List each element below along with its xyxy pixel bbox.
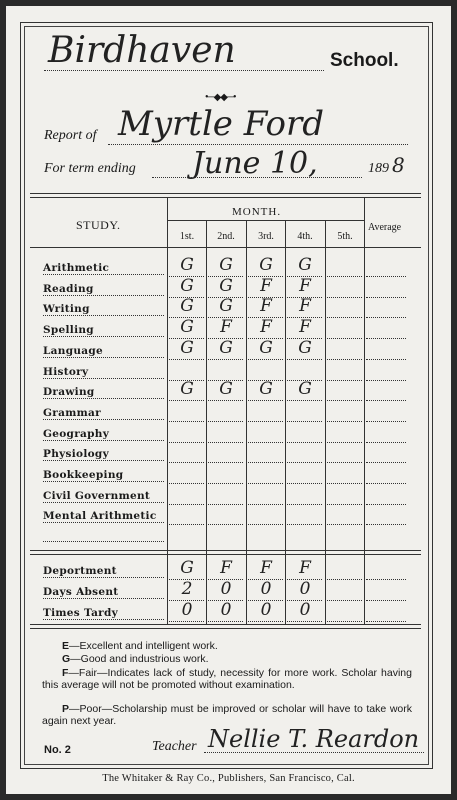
legend-g-letter: G xyxy=(62,653,71,665)
term-year-prefix: 189 xyxy=(368,161,389,176)
subject-grade-spelling-m2: F xyxy=(220,317,232,338)
conduct-grade-deportment-m3: F xyxy=(260,558,272,578)
legend-g xyxy=(42,653,412,665)
conduct-grade-deportment-m1: G xyxy=(180,558,194,578)
legend-g-text: —Good and industrious work. xyxy=(70,653,209,665)
legend-e-text: —Excellent and intelligent work. xyxy=(69,640,218,652)
school-label: School. xyxy=(330,50,399,71)
conduct-grade-times-tardy-m2: 0 xyxy=(220,600,232,620)
legend-p xyxy=(42,703,412,727)
conduct-label-times-tardy: Times Tardy xyxy=(43,607,119,619)
subject-grade-spelling-m1: G xyxy=(180,317,194,338)
report-label: Report of xyxy=(44,128,97,143)
legend-e xyxy=(42,640,412,652)
subject-grade-writing-m2: G xyxy=(219,296,233,317)
month-5-header: 5th. xyxy=(337,231,353,242)
subject-grade-reading-m4: F xyxy=(299,275,311,296)
legend-f-text: —Fair—Indicates lack of study, necessity for more work. Scholar having this average will not be promoted without examination. xyxy=(42,667,412,691)
subject-grade-language-m1: G xyxy=(180,337,194,358)
term-label: For term ending xyxy=(44,161,136,176)
legend-e-letter: E xyxy=(62,640,70,652)
subject-label-reading: Reading xyxy=(43,282,94,295)
study-header: STUDY. xyxy=(76,218,121,232)
subject-label-geography: Geography xyxy=(43,427,110,440)
conduct-grade-deportment-m4: F xyxy=(299,558,311,578)
term-year-suffix: 8 xyxy=(392,153,405,177)
legend-f xyxy=(42,667,412,691)
month-2-header: 2nd. xyxy=(217,231,235,242)
conduct-grade-times-tardy-m4: 0 xyxy=(299,600,311,620)
conduct-grade-deportment-m2: F xyxy=(220,558,232,578)
subject-grade-drawing-m4: G xyxy=(298,379,312,400)
student-name: Myrtle Ford xyxy=(118,104,324,144)
subject-grade-reading-m3: F xyxy=(260,275,272,296)
average-header: Average xyxy=(368,222,402,233)
ornament: •─◆◆─• xyxy=(205,92,236,103)
subject-label-history: History xyxy=(43,365,89,378)
subject-label-arithmetic: Arithmetic xyxy=(43,262,110,274)
legend-p-letter: P xyxy=(62,703,70,715)
subject-grade-spelling-m3: F xyxy=(260,317,272,338)
subject-label-spelling: Spelling xyxy=(43,324,94,337)
teacher-signature: Nellie T. Reardon xyxy=(208,725,420,753)
subject-grade-drawing-m3: G xyxy=(259,379,273,400)
subject-label-bookkeeping: Bookkeeping xyxy=(43,469,124,481)
subject-label-grammar: Grammar xyxy=(43,406,101,419)
subject-grade-arithmetic-m4: G xyxy=(298,255,312,275)
subject-grade-drawing-m2: G xyxy=(219,379,233,400)
legend-p-text: —Poor—Scholarship must be improved or scholar will have to take work again next year. xyxy=(42,703,412,727)
conduct-grade-times-tardy-m1: 0 xyxy=(181,600,193,620)
publisher-line: The Whitaker & Ray Co., Publishers, San Francisco, Cal. xyxy=(102,773,355,784)
school-name: Birdhaven xyxy=(48,30,236,71)
conduct-grade-days-absent-m3: 0 xyxy=(260,579,272,599)
teacher-label: Teacher xyxy=(152,739,197,754)
subject-grade-drawing-m1: G xyxy=(180,379,194,400)
subject-grade-arithmetic-m2: G xyxy=(219,255,233,275)
month-header: MONTH. xyxy=(232,206,282,218)
card-number: No. 2 xyxy=(44,744,71,756)
legend-f-letter: F xyxy=(62,667,69,679)
subject-label-language: Language xyxy=(43,344,104,357)
subject-grade-arithmetic-m1: G xyxy=(180,255,194,275)
subject-grade-writing-m4: F xyxy=(299,296,311,317)
subject-grade-spelling-m4: F xyxy=(299,317,311,338)
month-1-header: 1st. xyxy=(179,231,195,242)
subject-grade-arithmetic-m3: G xyxy=(259,255,273,275)
conduct-label-deportment: Deportment xyxy=(43,565,117,577)
conduct-grade-days-absent-m4: 0 xyxy=(299,579,311,599)
subject-label-civil-government: Civil Government xyxy=(43,489,151,502)
subject-grade-reading-m1: G xyxy=(180,275,194,296)
month-4-header: 4th. xyxy=(297,231,313,242)
month-3-header: 3rd. xyxy=(258,231,274,242)
subject-grade-reading-m2: G xyxy=(219,275,233,296)
conduct-grade-days-absent-m2: 0 xyxy=(220,579,232,599)
subject-label-drawing: Drawing xyxy=(43,386,95,399)
conduct-grade-days-absent-m1: 2 xyxy=(181,579,193,599)
subject-label-mental-arithmetic: Mental Arithmetic xyxy=(43,510,157,523)
subject-label-writing: Writing xyxy=(43,303,90,316)
term-date: June 10, xyxy=(192,146,318,181)
subject-grade-language-m3: G xyxy=(259,337,273,358)
subject-label-physiology: Physiology xyxy=(43,448,109,461)
subject-grade-writing-m1: G xyxy=(180,296,194,317)
subject-grade-language-m4: G xyxy=(298,337,312,358)
conduct-grade-times-tardy-m3: 0 xyxy=(260,600,272,620)
subject-grade-writing-m3: F xyxy=(260,296,272,317)
conduct-label-days-absent: Days Absent xyxy=(43,586,119,598)
subject-grade-language-m2: G xyxy=(219,337,233,358)
